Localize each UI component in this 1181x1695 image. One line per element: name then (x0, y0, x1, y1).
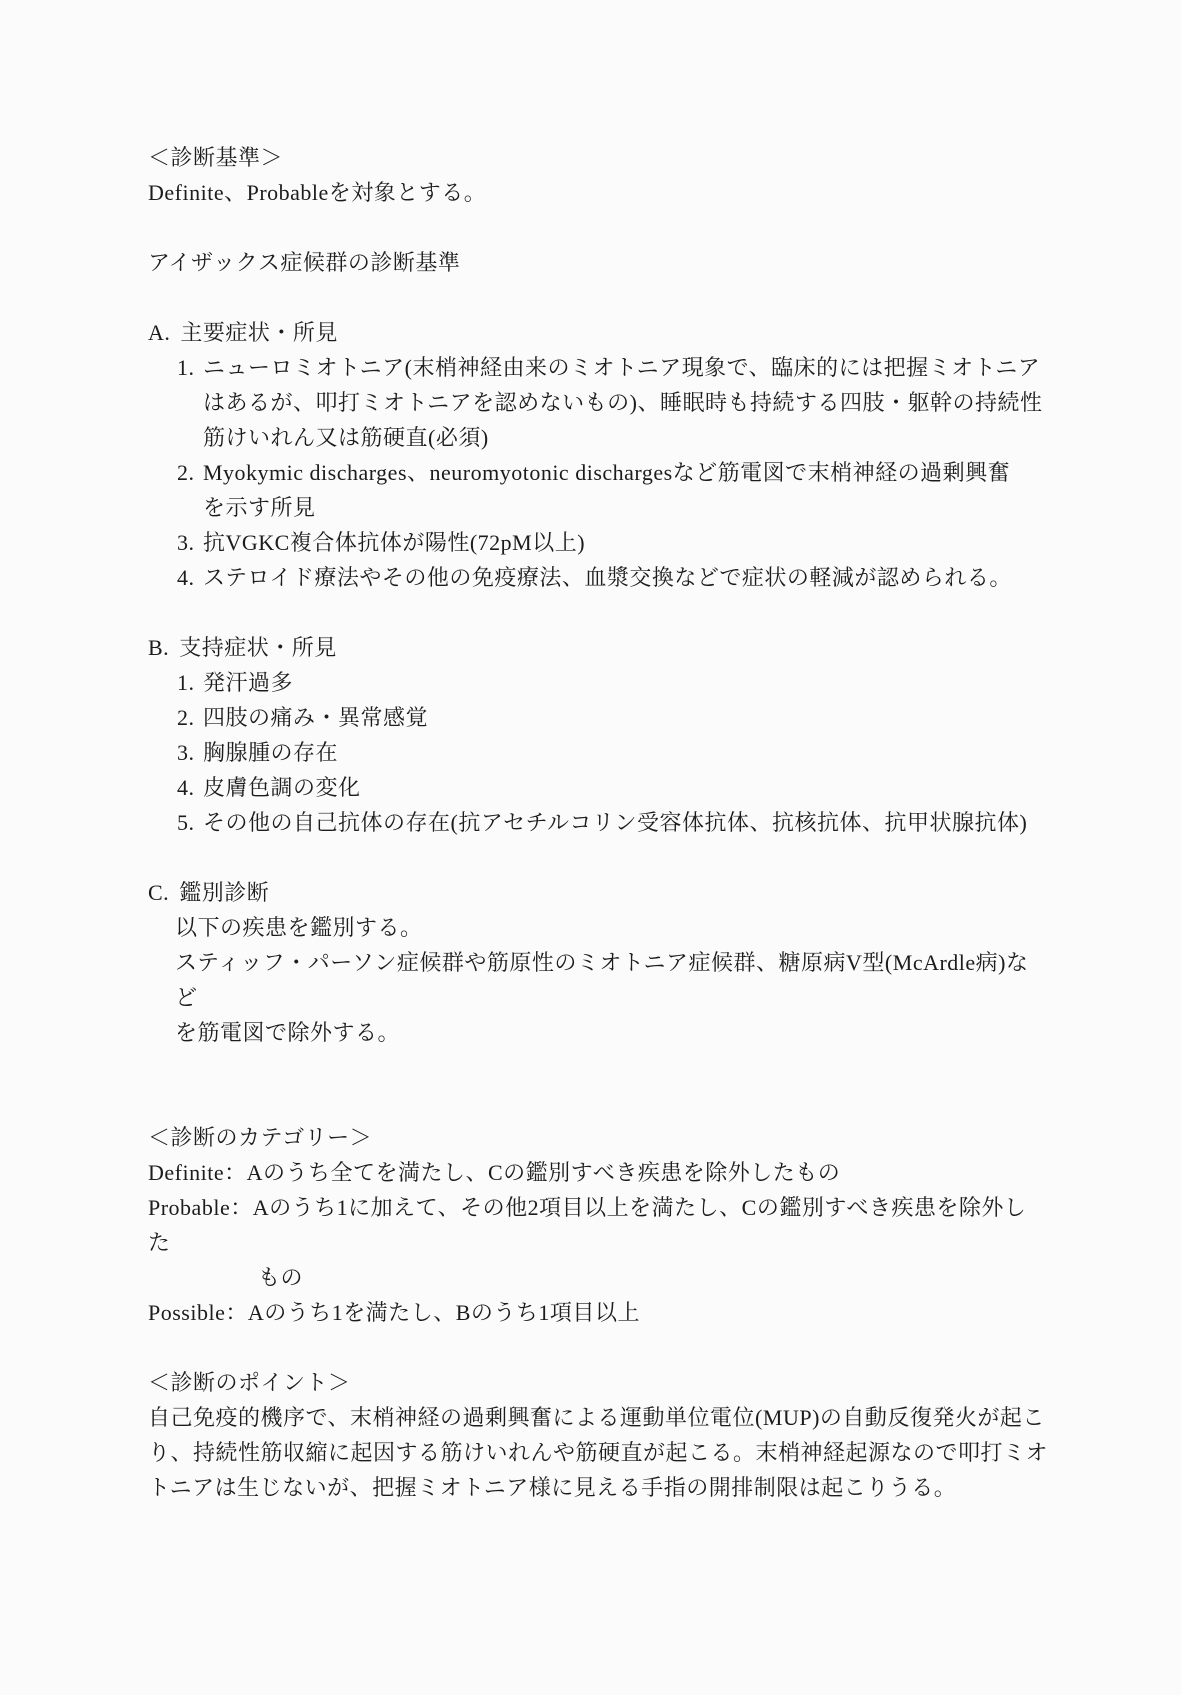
item-line: 発汗過多 (203, 670, 294, 695)
item-line: ステロイド療法やその他の免疫療法、血漿交換などで症状の軽減が認められる。 (203, 565, 1012, 590)
section-c-heading-text: 鑑別診断 (179, 880, 270, 905)
list-item (177, 665, 1048, 700)
section-a-heading (148, 315, 1048, 350)
category-separator: ： (225, 1300, 248, 1325)
points-line: 自己免疫的機序で、末梢神経の過剰興奮による運動単位電位(MUP)の自動反復発火が起こ (148, 1405, 1045, 1430)
category-label: Probable (148, 1195, 231, 1220)
list-item (177, 455, 1048, 525)
item-number: 2. (177, 460, 195, 485)
category-definition: Aのうち全てを満たし、Cの鑑別すべき疾患を除外したもの (246, 1160, 841, 1185)
criteria-heading: アイザックス症候群の診断基準 (148, 250, 461, 275)
section-a (148, 315, 1048, 595)
item-line: 筋けいれん又は筋硬直(必須) (203, 425, 489, 450)
section-b-heading (148, 630, 1048, 665)
category-heading: ＜診断のカテゴリー＞ (148, 1125, 373, 1150)
category-entry (148, 1155, 1048, 1190)
item-number: 2. (177, 705, 195, 730)
item-number: 4. (177, 775, 195, 800)
item-line: 胸腺腫の存在 (203, 740, 339, 765)
category-label: Possible (148, 1300, 226, 1325)
section-c-line: 以下の疾患を鑑別する。 (175, 915, 423, 940)
list-item (177, 770, 1048, 805)
category-definition: Aのうち1を満たし、Bのうち1項目以上 (247, 1300, 640, 1325)
section-c-line: を筋電図で除外する。 (175, 1020, 401, 1045)
list-item (177, 805, 1048, 840)
list-item (177, 525, 1048, 560)
category-separator: ： (230, 1195, 253, 1220)
category-definition-continuation: もの (258, 1265, 304, 1290)
category-separator: ： (224, 1160, 247, 1185)
section-c-line: スティッフ・パーソン症候群や筋原性のミオトニア症候群、糖原病V型(McArdle病)など (175, 950, 1029, 1010)
list-item (177, 350, 1048, 455)
points-heading: ＜診断のポイント＞ (148, 1370, 351, 1395)
points-section (148, 1365, 1048, 1505)
item-number: 5. (177, 810, 195, 835)
points-line: り、持続性筋収縮に起因する筋けいれんや筋硬直が起こる。末梢神経起源なので叩打ミオ (148, 1440, 1049, 1465)
doc-scope-line: Definite、Probableを対象とする。 (148, 180, 487, 205)
item-line: 皮膚色調の変化 (203, 775, 361, 800)
points-line: トニアは生じないが、把握ミオトニア様に見える手指の開排制限は起こりうる。 (148, 1475, 957, 1500)
item-number: 4. (177, 565, 195, 590)
item-number: 1. (177, 670, 195, 695)
item-number: 1. (177, 355, 195, 380)
section-a-letter: A. (148, 320, 171, 345)
document-page (148, 140, 1048, 1505)
item-line: を示す所見 (203, 495, 316, 520)
category-label: Definite (148, 1160, 225, 1185)
item-line: 四肢の痛み・異常感覚 (203, 705, 429, 730)
item-line: Myokymic discharges、neuromyotonic dischargesなど筋電図で末梢神経の過剰興奮 (203, 460, 1011, 485)
category-entry (148, 1190, 1048, 1260)
section-a-heading-text: 主要症状・所見 (180, 320, 338, 345)
section-b-letter: B. (148, 635, 170, 660)
item-line: ニューロミオトニア(末梢神経由来のミオトニア現象で、臨床的には把握ミオトニア (203, 355, 1041, 380)
doc-title: ＜診断基準＞ (148, 145, 284, 170)
category-section (148, 1120, 1048, 1330)
section-b-heading-text: 支持症状・所見 (179, 635, 337, 660)
list-item (177, 735, 1048, 770)
item-number: 3. (177, 740, 195, 765)
item-line: その他の自己抗体の存在(抗アセチルコリン受容体抗体、抗核抗体、抗甲状腺抗体) (203, 810, 1028, 835)
list-item (177, 700, 1048, 735)
section-c-heading (148, 875, 1048, 910)
section-c (148, 875, 1048, 1050)
section-b (148, 630, 1048, 840)
category-entry (148, 1295, 1048, 1330)
section-c-letter: C. (148, 880, 170, 905)
item-number: 3. (177, 530, 195, 555)
item-line: はあるが、叩打ミオトニアを認めないもの)、睡眠時も持続する四肢・躯幹の持続性 (203, 390, 1043, 415)
list-item (177, 560, 1048, 595)
item-line: 抗VGKC複合体抗体が陽性(72pM以上) (203, 530, 586, 555)
category-definition: Aのうち1に加えて、その他2項目以上を満たし、Cの鑑別すべき疾患を除外した (148, 1195, 1027, 1255)
